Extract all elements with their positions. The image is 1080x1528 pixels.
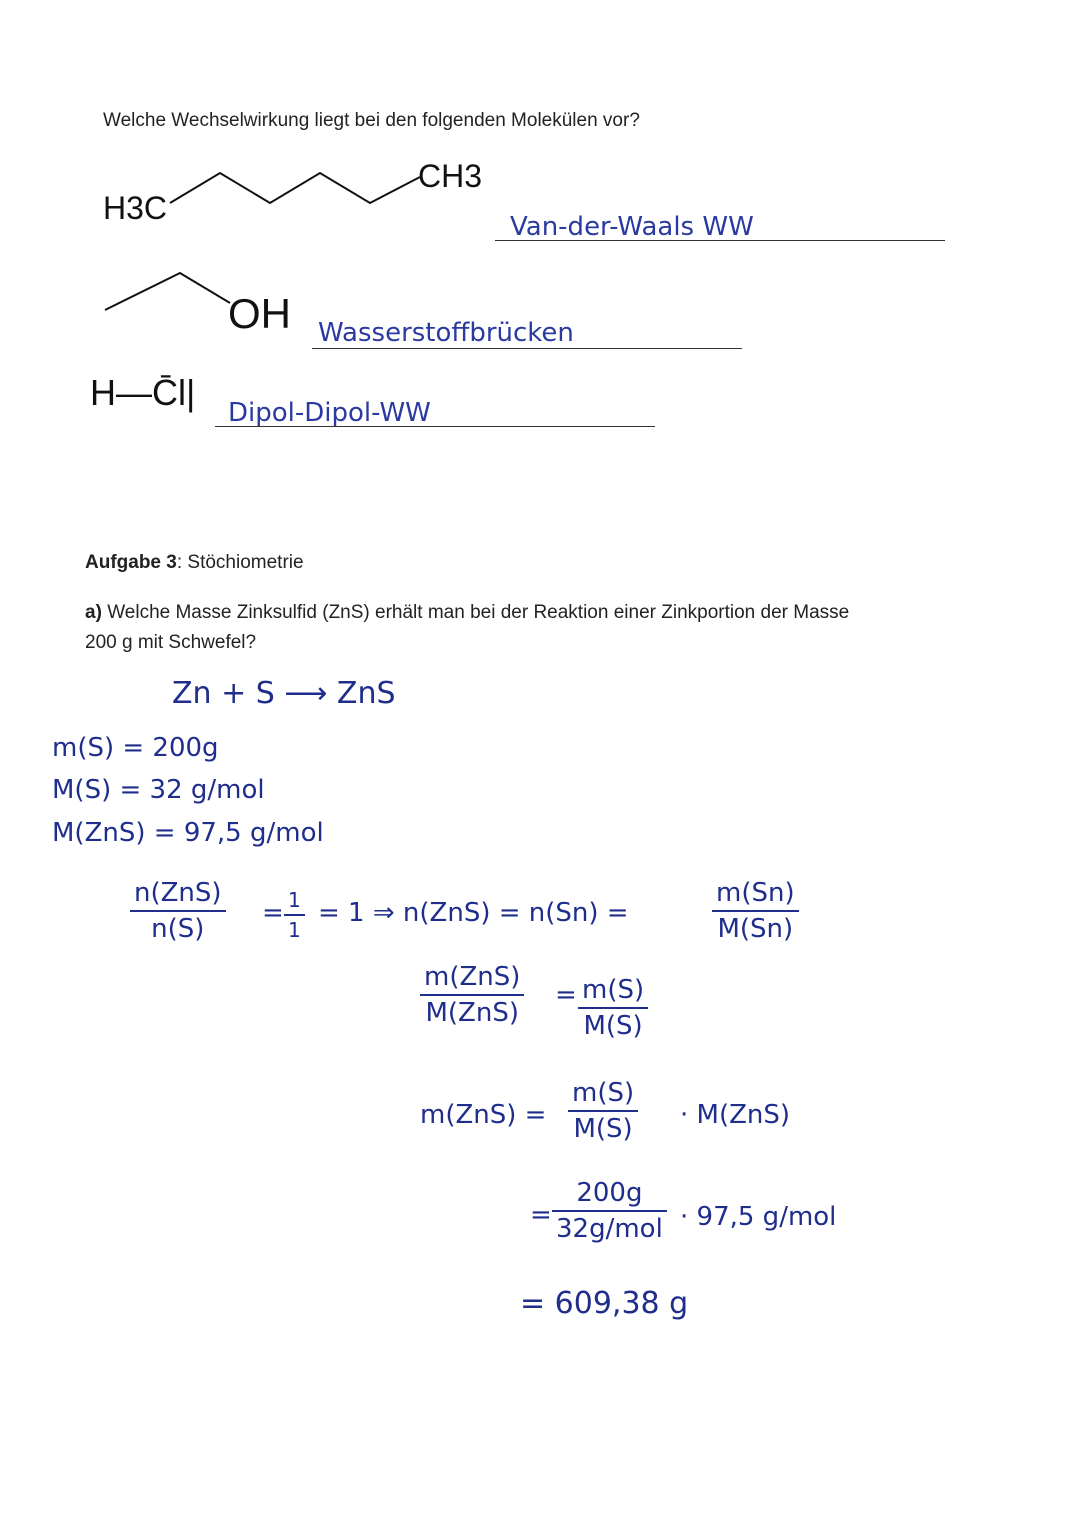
- answer-1: Van-der-Waals WW: [510, 212, 754, 242]
- step3-factor: · M(ZnS): [680, 1100, 791, 1130]
- given-mass-s: m(S) = 200g: [52, 733, 219, 763]
- final-result: = 609,38 g: [520, 1286, 689, 1321]
- ratio-result: = 1 ⇒ n(ZnS) = n(Sn) =: [318, 898, 629, 928]
- question-prompt: Welche Wechselwirkung liegt bei den folgenden Molekülen vor?: [103, 110, 640, 131]
- molecule-2-skeleton: [100, 265, 240, 315]
- molecule-3-formula: H—C̄l|: [90, 372, 196, 413]
- given-molar-mass-zns: M(ZnS) = 97,5 g/mol: [52, 818, 324, 848]
- one-over-one: 1 1: [284, 888, 305, 942]
- step4-equals: =: [530, 1200, 552, 1230]
- step3-fraction: m(S) M(S): [568, 1078, 638, 1144]
- task-heading: Aufgabe 3: Stöchiometrie: [85, 552, 304, 573]
- task-part-a-line1: a) Welche Masse Zinksulfid (ZnS) erhält man bei der Reaktion einer Zinkportion der Masse: [85, 602, 850, 623]
- molecule-1-right-label: CH3: [418, 158, 483, 194]
- answer-3-line: [215, 426, 655, 427]
- step2-right-fraction: m(S) M(S): [578, 975, 648, 1041]
- given-molar-mass-s: M(S) = 32 g/mol: [52, 775, 265, 805]
- answer-3: Dipol-Dipol-WW: [228, 398, 431, 428]
- step4-fraction: 200g 32g/mol: [552, 1178, 667, 1244]
- molecule-2-label: OH: [228, 290, 291, 337]
- answer-2: Wasserstoffbrücken: [318, 318, 574, 348]
- answer-2-line: [312, 348, 742, 349]
- step2-equals: =: [555, 980, 577, 1010]
- step4-factor: · 97,5 g/mol: [680, 1202, 837, 1232]
- mass-fraction: m(Sn) M(Sn): [712, 878, 799, 944]
- step2-left-fraction: m(ZnS) M(ZnS): [420, 962, 524, 1028]
- molecule-1-skeleton: [160, 165, 430, 215]
- ratio-fraction: n(ZnS) n(S): [130, 878, 226, 944]
- task-part-a-line2: 200 g mit Schwefel?: [85, 632, 257, 653]
- step3-left: m(ZnS) =: [420, 1100, 547, 1130]
- reaction-equation: Zn + S ⟶ ZnS: [172, 676, 396, 711]
- molecule-1-left-label: H3C: [103, 190, 168, 226]
- answer-1-line: [495, 240, 945, 241]
- ratio-equals: =: [262, 898, 284, 928]
